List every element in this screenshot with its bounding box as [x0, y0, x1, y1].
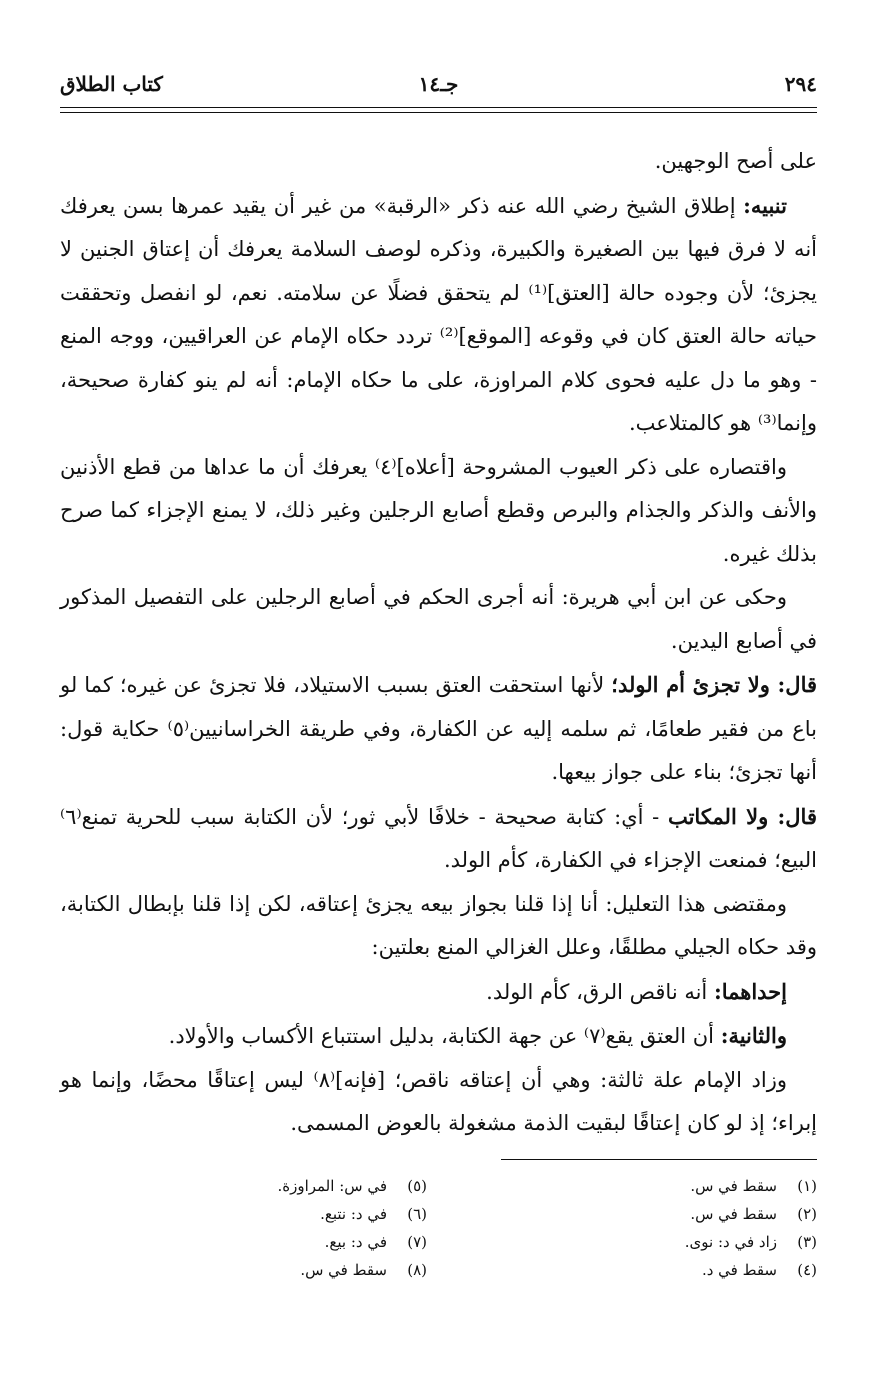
paragraph-text: وحكى عن ابن أبي هريرة: أنه أجرى الحكم في أصابع الرجلين على التفصيل المذكور في أصابع اليدين.	[60, 585, 817, 653]
footnote-separator	[501, 1159, 817, 1160]
paragraph	[60, 1014, 817, 1059]
footnote	[57, 1228, 427, 1256]
paragraph	[60, 184, 817, 446]
paragraph-text: وزاد الإمام علة ثالثة: وهي أن إعتاقه ناقص؛ [فإنه]⁽٨⁾ ليس إعتاقًا محضًا، وإنما هو إبراء؛ إذ لو كان إعتاقًا لبقيت الذمة مشغولة بالعوض المسمى.	[60, 1067, 817, 1135]
footnotes-column-left	[57, 1172, 427, 1284]
paragraph-text: لأنها استحقت العتق بسبب الاستيلاد، فلا تجزئ عن غيره؛ كما لو باع من فقير طعامًا، ثم سلمه إليه عن الكفارة، وفي طريقة الخراسانيين⁽٥⁾ حكاية قول: أنها تجزئ؛ بناء على جواز بيعها.	[60, 673, 818, 784]
footnote-text: سقط في س.	[300, 1261, 387, 1279]
paragraph	[60, 970, 817, 1015]
footnote-number: (١)	[797, 1177, 817, 1195]
paragraph-text: - أي: كتابة صحيحة - خلافًا لأبي ثور؛ لأن الكتابة سبب للحرية تمنع⁽٦⁾ البيع؛ فمنعت الإجزاء في الكفارة، كأم الولد.	[60, 804, 817, 872]
footnote-text: في د: بيع.	[324, 1233, 387, 1251]
footnote-text: زاد في د: نوى.	[684, 1233, 777, 1251]
footnote	[57, 1200, 427, 1228]
footnote	[57, 1256, 427, 1284]
footnotes-column-right	[447, 1172, 817, 1284]
paragraph-text: ومقتضى هذا التعليل: أنا إذا قلنا بجواز بيعه يجزئ إعتاقه، لكن إذا قلنا بإبطال الكتابة، وقد حكاه الجيلي مطلقًا، وعلل الغزالي المنع بعلتين:	[60, 891, 817, 959]
paragraph-lead: والثانية:	[720, 1023, 787, 1048]
footnote-number: (٣)	[797, 1233, 817, 1251]
main-text	[60, 140, 817, 1146]
book-title: كتاب الطلاق	[60, 72, 163, 96]
footnote-text: سقط في س.	[690, 1205, 777, 1223]
footnote-number: (٦)	[407, 1205, 427, 1223]
paragraph-text: على أصح الوجهين.	[654, 149, 817, 173]
paragraph	[60, 140, 817, 184]
footnote-number: (٢)	[797, 1205, 817, 1223]
page-header	[60, 68, 817, 104]
header-rule-top	[60, 107, 817, 108]
paragraph-lead: قال: ولا المكاتب	[667, 803, 817, 829]
page-number: ٢٩٤	[784, 72, 817, 96]
footnotes	[60, 1172, 817, 1302]
volume-number: جـ١٤	[418, 72, 459, 96]
paragraph-text: إطلاق الشيخ رضي الله عنه ذكر «الرقبة» من غير أن يقيد عمرها بسن يعرفك أنه لا فرق فيها بين الصغيرة والكبيرة، وذكره لوصف السلامة يعرفك أن إعتاق الجنين لا يجزئ؛ لأن وجوده حالة [العتق]⁽¹⁾ لم يتحقق فضلًا عن سلامته. نعم، لو انفصل وتحققت حياته حالة العتق كان في وقوعه [الموقع]⁽²⁾ تردد حكاه الإمام عن العراقيين، ووجه المنع - وهو ما دل عليه فحوى كلام المراوزة، على ما حكاه الإمام: أنه لم ينو كفارة صحيحة، وإنما⁽³⁾ هو كالمتلاعب.	[60, 193, 817, 435]
paragraph	[60, 576, 817, 663]
paragraph	[60, 663, 817, 795]
footnote	[447, 1228, 817, 1256]
paragraph-text: أن العتق يقع⁽٧⁾ عن جهة الكتابة، بدليل استتباع الأكساب والأولاد.	[168, 1024, 721, 1048]
paragraph-text: أنه ناقص الرق، كأم الولد.	[486, 979, 714, 1004]
footnote-number: (٧)	[407, 1233, 427, 1251]
footnote-text: في س: المراوزة.	[277, 1177, 387, 1195]
paragraph-lead: إحداهما:	[713, 978, 787, 1004]
footnote-text: في د: نتبع.	[320, 1205, 387, 1223]
paragraph-lead: قال: ولا تجزئ أم الولد؛	[611, 672, 818, 697]
footnote	[447, 1200, 817, 1228]
paragraph	[60, 1059, 817, 1146]
paragraph	[60, 883, 817, 970]
footnote-number: (٥)	[407, 1177, 427, 1195]
footnote	[447, 1172, 817, 1200]
paragraph	[60, 795, 817, 883]
footnote-number: (٤)	[797, 1261, 817, 1279]
footnote	[447, 1256, 817, 1284]
paragraph-text: واقتصاره على ذكر العيوب المشروحة [أعلاه]⁽٤⁾ يعرفك أن ما عداها من قطع الأذنين والأنف والذكر والجذام والبرص وقطع أصابع الرجلين وغير ذلك، لا يمنع الإجزاء كما صرح بذلك غيره.	[60, 454, 817, 566]
footnote-text: سقط في س.	[690, 1177, 777, 1195]
paragraph-lead: تنبيه:	[743, 192, 787, 218]
footnote	[57, 1172, 427, 1200]
footnote-text: سقط في د.	[701, 1261, 777, 1279]
header-rule-bottom	[60, 112, 817, 113]
paragraph	[60, 446, 817, 577]
footnote-number: (٨)	[407, 1261, 427, 1279]
